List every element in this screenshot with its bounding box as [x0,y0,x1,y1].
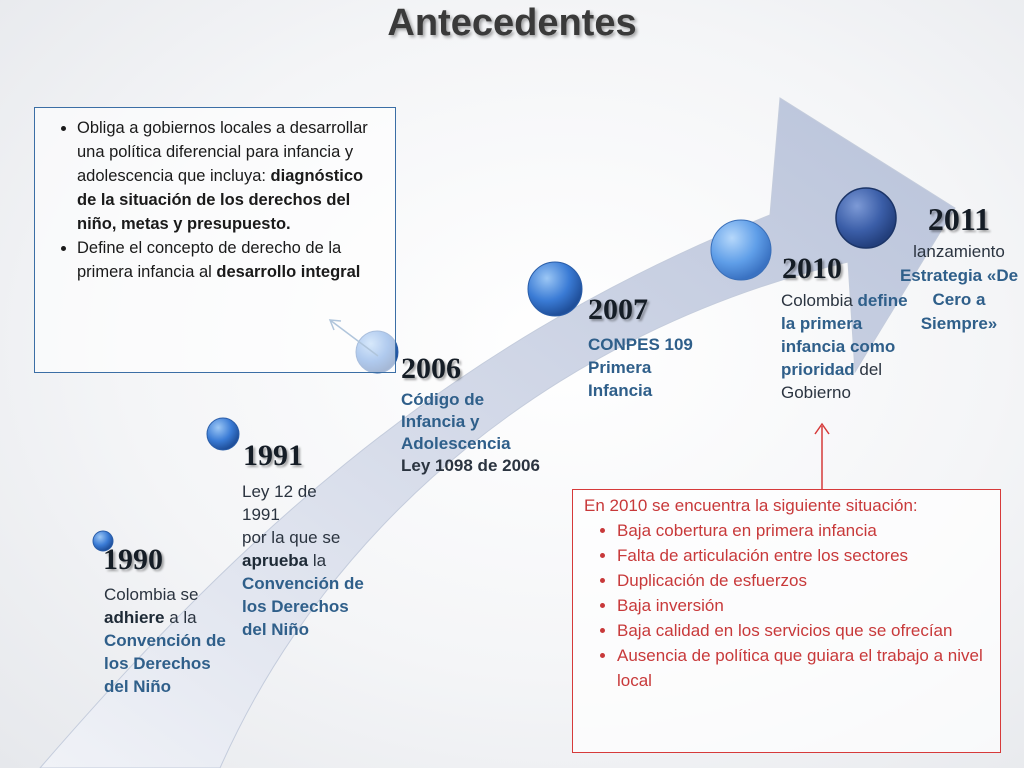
list-item: • Falta de articulación entre los sectores [617,543,992,568]
list-item: • Ausencia de política que guiara el trabajo a nivel local [617,643,992,693]
info-box-2010 [572,489,1001,753]
list-item: • Define el concepto de derecho de la primera infancia al desarrollo integral [77,236,385,284]
node-1991 [207,418,239,450]
page-title: Antecedentes [387,2,637,44]
milestone-2006-desc: Código de Infancia y Adolescencia Ley 1098 de 2006 [401,390,540,475]
node-2011 [836,188,896,248]
list-item: • Baja inversión [617,593,992,618]
node-2007 [528,262,582,316]
milestone-2007-desc: CONPES 109 Primera Infancia [588,335,693,400]
info-box-intro: En 2010 se encuentra la siguiente situación: [584,496,918,515]
info-box-2006 [34,107,396,373]
list-item: • Obliga a gobiernos locales a desarrollar una política diferencial para infancia y adolescencia que incluya: diagnóstico de la situación de los derechos del niño, metas y presupuesto. [77,116,385,236]
list-item: • Baja cobertura en primera infancia [617,518,992,543]
year-2007: 2007 [588,293,648,326]
year-2010: 2010 [782,252,842,285]
milestone-1990-desc: Colombia se adhiere a la Convención de los Derechos del Niño [104,585,226,696]
list-item: • Duplicación de esfuerzos [617,568,992,593]
milestone-2010-desc: Colombia define la primera infancia como prioridad del Gobierno [781,291,908,402]
milestone-2011-desc: lanzamiento Estrategia «De Cero a Siempre» [899,242,1019,333]
node-2010 [711,220,771,280]
year-1990: 1990 [103,543,163,576]
milestone-1991-desc: Ley 12 de 1991 por la que se aprueba la Convención de los Derechos del Niño [242,482,364,639]
list-item: • Baja calidad en los servicios que se ofrecían [617,618,992,643]
year-2006: 2006 [401,352,461,385]
year-1991: 1991 [243,439,303,472]
year-2011: 2011 [927,201,991,237]
